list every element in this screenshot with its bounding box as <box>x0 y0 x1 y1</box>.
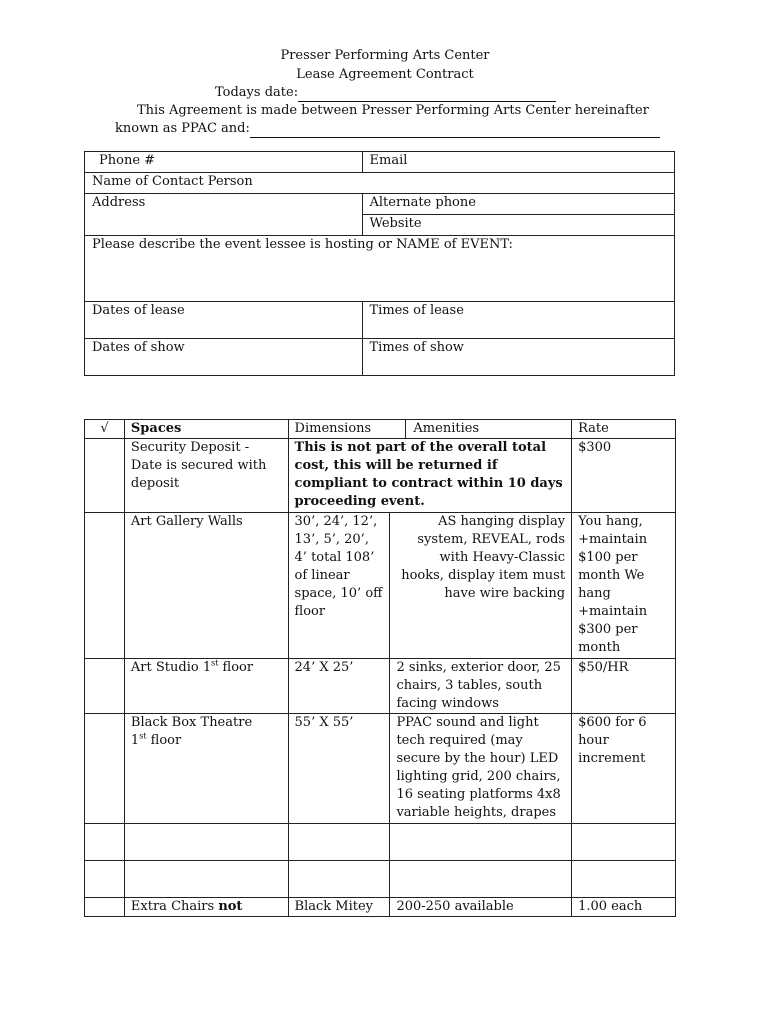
space-blackbox <box>124 714 288 824</box>
agreement-line-1: This Agreement is made between Presser Performing Arts Center hereinafter <box>137 103 649 118</box>
rate-header: Rate <box>572 420 676 439</box>
contact-info-table <box>84 151 675 376</box>
dimensions-blackbox: 55’ X 55’ <box>288 714 390 824</box>
rate-empty-1[interactable] <box>572 824 676 861</box>
space-empty-2[interactable] <box>124 861 288 898</box>
alt-phone-field[interactable] <box>362 194 674 215</box>
amenities-empty-2[interactable] <box>390 861 572 898</box>
show-times-field[interactable] <box>362 339 674 376</box>
table-row <box>85 439 676 513</box>
space-studio-text: Art Studio 1 <box>130 660 212 675</box>
date-row <box>215 84 556 102</box>
rate-chairs: 1.00 each <box>572 898 676 917</box>
lease-dates-label: Dates of lease <box>92 303 185 318</box>
space-empty-1[interactable] <box>124 824 288 861</box>
event-description-field[interactable] <box>85 236 675 302</box>
date-blank[interactable] <box>298 87 556 102</box>
space-blackbox-floor: floor <box>146 733 182 748</box>
show-dates-label: Dates of show <box>92 340 185 355</box>
space-gallery: Art Gallery Walls <box>124 513 288 659</box>
amenities-chairs: 200-250 available <box>390 898 572 917</box>
check-cell-deposit[interactable] <box>85 439 125 513</box>
amenities-empty-1[interactable] <box>390 824 572 861</box>
dimensions-chairs: Black Mitey <box>288 898 390 917</box>
table-row <box>85 714 676 824</box>
lessee-name-blank[interactable] <box>250 123 660 138</box>
show-dates-field[interactable] <box>85 339 363 376</box>
email-label: Email <box>369 153 408 168</box>
dimensions-empty-2[interactable] <box>288 861 390 898</box>
event-description-label: Please describe the event lessee is hosting or NAME of EVENT: <box>92 237 513 252</box>
dimensions-gallery: 30’, 24’, 12’, 13’, 5’, 20’, 4’ total 108’ of linear space, 10’ off floor <box>288 513 390 659</box>
org-title: Presser Performing Arts Center <box>280 48 490 63</box>
check-header: √ <box>85 420 125 439</box>
address-field[interactable] <box>85 194 363 236</box>
rate-deposit: $300 <box>572 439 676 513</box>
amenities-header <box>406 420 572 439</box>
check-cell-studio[interactable] <box>85 659 125 714</box>
lease-times-field[interactable] <box>362 302 674 339</box>
website-label: Website <box>369 216 422 231</box>
dimensions-header: Dimensions <box>288 420 406 439</box>
check-cell-blackbox[interactable] <box>85 714 125 824</box>
table-header-row <box>85 420 676 439</box>
check-cell-empty-2[interactable] <box>85 861 125 898</box>
check-cell-empty-1[interactable] <box>85 824 125 861</box>
check-cell-chairs[interactable] <box>85 898 125 917</box>
rate-gallery: You hang, +maintain $100 per month We hang +maintain $300 per month <box>572 513 676 659</box>
space-blackbox-suffix: st <box>139 731 147 741</box>
lease-times-label: Times of lease <box>369 303 464 318</box>
spaces-table <box>84 419 676 917</box>
space-studio-floor: floor <box>218 660 254 675</box>
show-times-label: Times of show <box>369 340 464 355</box>
check-cell-gallery[interactable] <box>85 513 125 659</box>
dimensions-studio: 24’ X 25’ <box>288 659 390 714</box>
spaces-header: Spaces <box>124 420 288 439</box>
space-studio-suffix: st <box>211 658 219 668</box>
phone-label: Phone # <box>99 153 156 168</box>
space-deposit: Security Deposit - Date is secured with deposit <box>124 439 288 513</box>
agreement-row <box>115 120 660 138</box>
contact-label: Name of Contact Person <box>92 174 253 189</box>
date-label: Todays date: <box>215 85 299 100</box>
alt-phone-label: Alternate phone <box>369 195 476 210</box>
table-row <box>85 659 676 714</box>
agreement-line-2: known as PPAC and: <box>115 121 250 136</box>
table-row <box>85 824 676 861</box>
document-title: Lease Agreement Contract <box>296 67 474 82</box>
contact-field[interactable] <box>85 173 675 194</box>
rate-blackbox: $600 for 6 hour increment <box>572 714 676 824</box>
space-chairs-not: not <box>218 899 243 914</box>
address-label: Address <box>92 195 146 210</box>
table-row <box>85 898 676 917</box>
email-field[interactable] <box>362 152 674 173</box>
amenities-header-label: Amenities <box>413 421 480 436</box>
lease-dates-field[interactable] <box>85 302 363 339</box>
phone-field[interactable] <box>85 152 363 173</box>
space-studio <box>124 659 288 714</box>
table-row <box>85 861 676 898</box>
dimensions-empty-1[interactable] <box>288 824 390 861</box>
table-row <box>85 513 676 659</box>
space-chairs <box>124 898 288 917</box>
amenities-blackbox: PPAC sound and light tech required (may secure by the hour) LED lighting grid, 200 chairs, 16 seating platforms 4x8 variable heights, drapes <box>390 714 572 824</box>
amenities-gallery: AS hanging display system, REVEAL, rods with Heavy-Classic hooks, display item must have wire backing <box>390 513 572 659</box>
space-blackbox-number: 1 <box>130 733 140 748</box>
rate-studio: $50/HR <box>572 659 676 714</box>
space-chairs-text: Extra Chairs <box>130 899 219 914</box>
rate-empty-2[interactable] <box>572 861 676 898</box>
space-blackbox-line1: Black Box Theatre <box>130 715 253 730</box>
deposit-note: This is not part of the overall total cost, this will be returned if compliant to contract within 10 days proceeding event. <box>288 439 572 513</box>
website-field[interactable] <box>362 215 674 236</box>
amenities-studio: 2 sinks, exterior door, 25 chairs, 3 tables, south facing windows <box>390 659 572 714</box>
